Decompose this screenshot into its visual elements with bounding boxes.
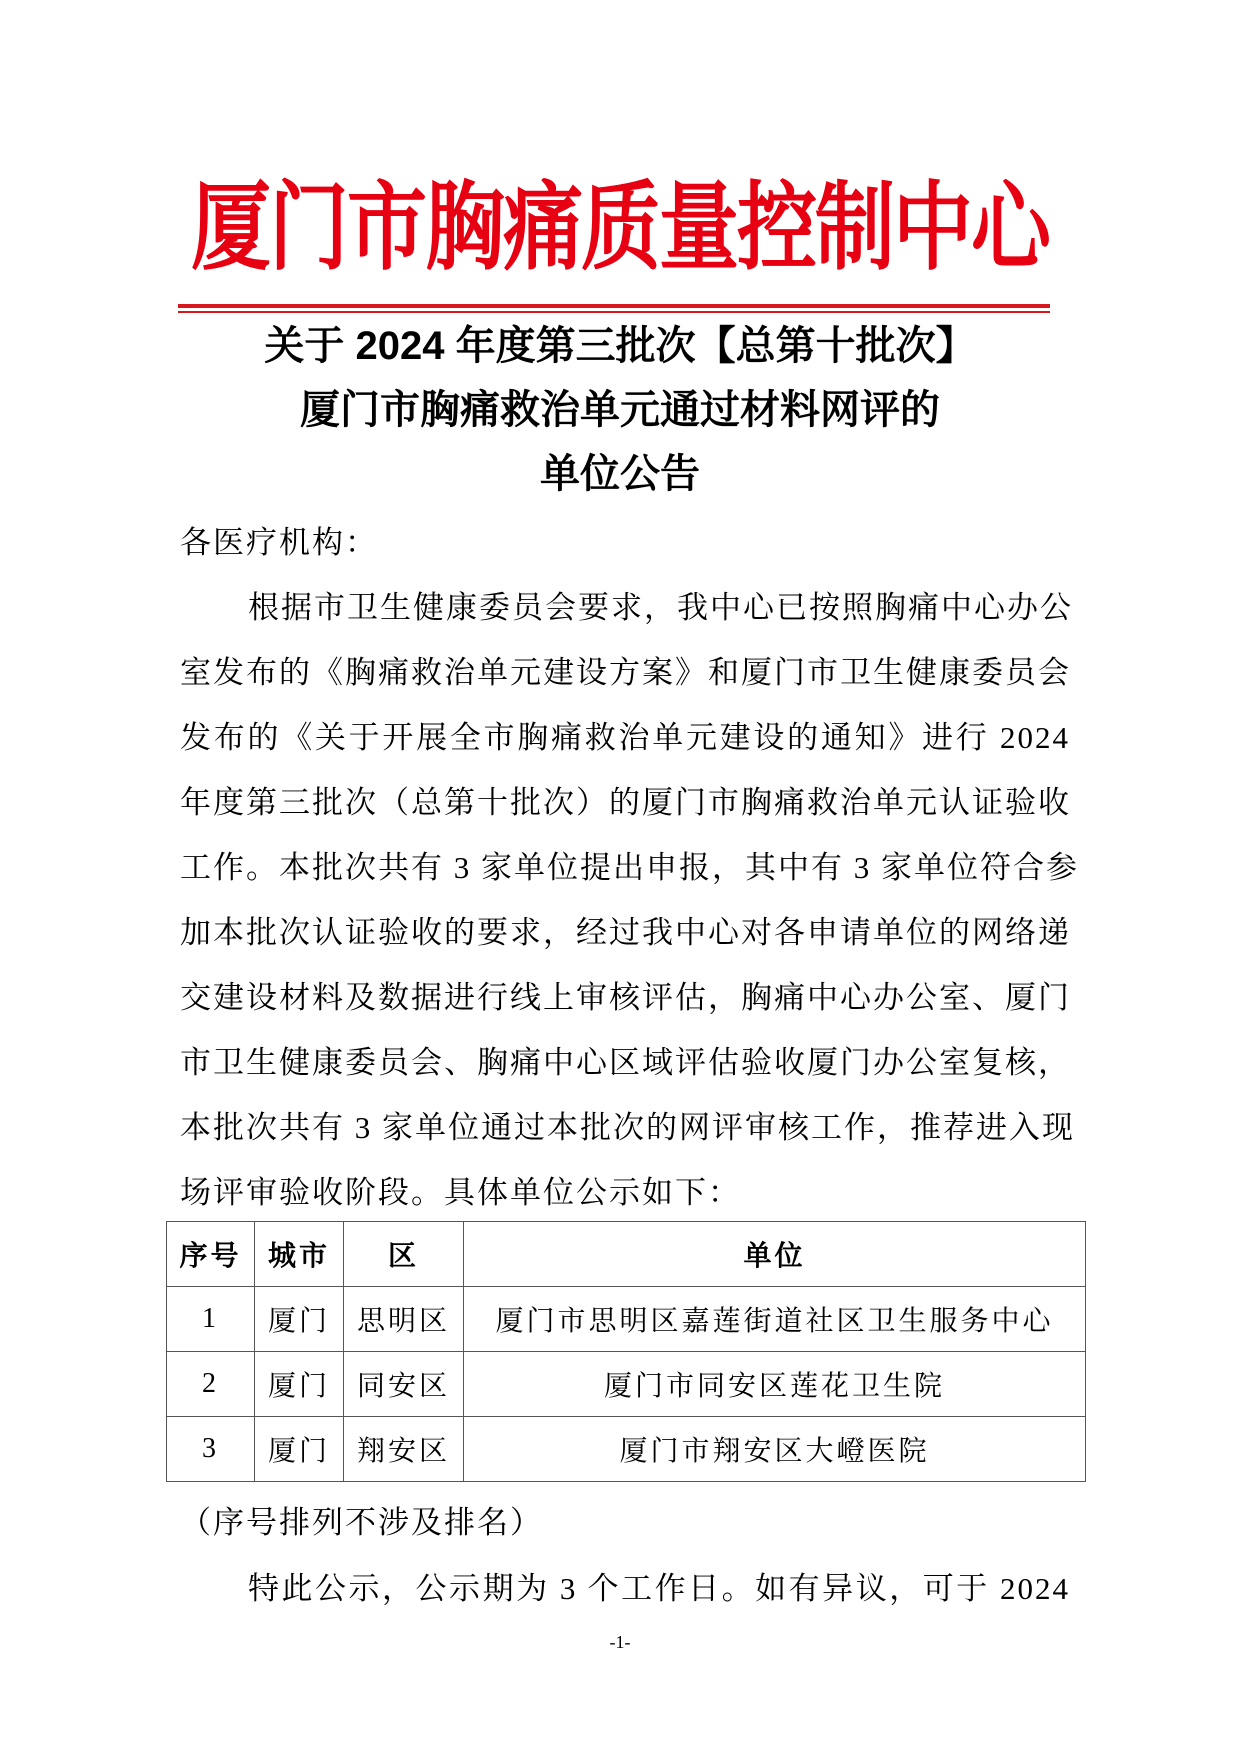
salutation: 各医疗机构： bbox=[180, 525, 378, 560]
body-line: 场评审验收阶段。具体单位公示如下： bbox=[180, 1175, 741, 1210]
header-index: 序号 bbox=[167, 1222, 255, 1287]
body-line: 年度第三批次（总第十批次）的厦门市胸痛救治单元认证验收 bbox=[180, 785, 1071, 820]
cell-city: 厦门 bbox=[255, 1287, 344, 1352]
notice-title-line-2: 厦门市胸痛救治单元通过材料网评的 bbox=[300, 388, 940, 432]
cell-district: 翔安区 bbox=[344, 1417, 464, 1482]
body-line: 本批次共有 3 家单位通过本批次的网评审核工作，推荐进入现 bbox=[180, 1110, 1075, 1145]
cell-district: 思明区 bbox=[344, 1287, 464, 1352]
header-unit: 单位 bbox=[464, 1222, 1086, 1287]
notice-title-line-3: 单位公告 bbox=[540, 452, 700, 496]
notice-title-line-1: 关于 2024 年度第三批次【总第十批次】 bbox=[264, 324, 976, 368]
approved-units-table bbox=[166, 1221, 1086, 1482]
cell-index: 3 bbox=[167, 1417, 255, 1482]
cell-index: 2 bbox=[167, 1352, 255, 1417]
body-line: 发布的《关于开展全市胸痛救治单元建设的通知》进行 2024 bbox=[180, 720, 1070, 755]
table-row bbox=[167, 1352, 1086, 1417]
body-line: 市卫生健康委员会、胸痛中心区域评估验收厦门办公室复核， bbox=[180, 1045, 1071, 1080]
table-header-row bbox=[167, 1222, 1086, 1287]
letterhead-rule-thin bbox=[178, 311, 1050, 313]
cell-unit: 厦门市翔安区大嶝医院 bbox=[464, 1417, 1086, 1482]
table-note: （序号排列不涉及排名） bbox=[180, 1505, 543, 1540]
table-row bbox=[167, 1287, 1086, 1352]
letterhead-rule-thick bbox=[178, 304, 1050, 308]
cell-city: 厦门 bbox=[255, 1352, 344, 1417]
closing-line: 特此公示，公示期为 3 个工作日。如有异议，可于 2024 bbox=[248, 1571, 1070, 1606]
table-row bbox=[167, 1417, 1086, 1482]
cell-index: 1 bbox=[167, 1287, 255, 1352]
cell-unit: 厦门市同安区莲花卫生院 bbox=[464, 1352, 1086, 1417]
body-line: 加本批次认证验收的要求，经过我中心对各申请单位的网络递 bbox=[180, 915, 1071, 950]
body-line: 根据市卫生健康委员会要求，我中心已按照胸痛中心办公 bbox=[248, 590, 1073, 625]
cell-unit: 厦门市思明区嘉莲街道社区卫生服务中心 bbox=[464, 1287, 1086, 1352]
cell-city: 厦门 bbox=[255, 1417, 344, 1482]
header-city: 城市 bbox=[255, 1222, 344, 1287]
page-number: -1- bbox=[609, 1632, 631, 1652]
header-district: 区 bbox=[344, 1222, 464, 1287]
body-line: 室发布的《胸痛救治单元建设方案》和厦门市卫生健康委员会 bbox=[180, 655, 1071, 690]
body-line: 交建设材料及数据进行线上审核评估，胸痛中心办公室、厦门 bbox=[180, 980, 1071, 1015]
org-letterhead-title: 厦门市胸痛质量控制中心 bbox=[191, 174, 1049, 281]
body-line: 工作。本批次共有 3 家单位提出申报，其中有 3 家单位符合参 bbox=[180, 850, 1079, 885]
cell-district: 同安区 bbox=[344, 1352, 464, 1417]
